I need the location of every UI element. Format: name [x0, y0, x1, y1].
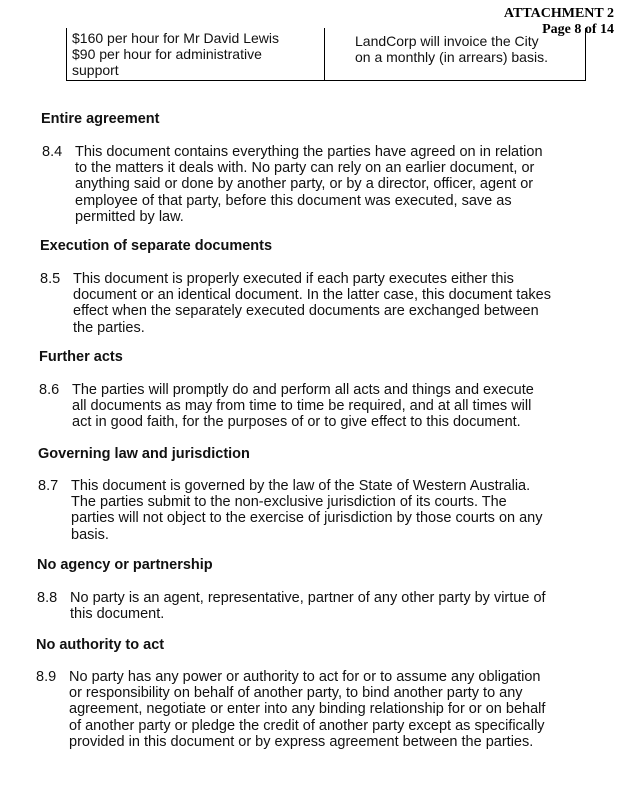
clause-line: This document contains everything the parties have agreed on in relation [75, 144, 543, 160]
clause-number: 8.6 [39, 382, 60, 398]
clause-line: effect when the separately executed documents are exchanged between [73, 303, 539, 320]
clause-text [75, 144, 575, 225]
fee-table [66, 28, 586, 81]
clause-line: This document is properly executed if each party executes either this [73, 271, 514, 287]
clause-text [69, 669, 569, 750]
clause-line: The parties will promptly do and perform all acts and things and execute [72, 382, 534, 398]
rate-line: support [72, 62, 119, 78]
clause-number: 8.9 [36, 669, 57, 685]
rate-cell [67, 28, 325, 81]
clause-line: to the matters it deals with. No party can rely on an earlier document, or [75, 160, 535, 177]
attachment-title: ATTACHMENT 2 [503, 6, 614, 21]
page-number: Page 8 of 14 [542, 22, 614, 37]
clause-line: This document is governed by the law of the State of Western Australia. [71, 478, 531, 494]
clause-line: permitted by law. [75, 208, 184, 225]
invoice-line: LandCorp will invoice the City [355, 33, 539, 49]
clause-line: No party has any power or authority to act for or to assume any obligation [69, 669, 541, 685]
clause-number: 8.8 [37, 590, 58, 606]
clause-line: provided in this document or by express agreement between the parties. [69, 733, 534, 750]
invoice-cell [325, 28, 586, 81]
clause-line: basis. [71, 526, 109, 543]
section-heading-execution: Execution of separate documents [40, 238, 273, 254]
clause-line: act in good faith, for the purposes of or to give effect to this document. [72, 414, 521, 431]
clause-line: this document. [70, 606, 165, 623]
clause-text [73, 271, 573, 336]
clause-line: employee of that party, before this document was executed, save as [75, 192, 512, 209]
section-heading-governing-law: Governing law and jurisdiction [38, 446, 250, 462]
section-heading-further-acts: Further acts [39, 349, 123, 365]
clause-number: 8.5 [40, 271, 61, 287]
clause-line: The parties submit to the non-exclusive jurisdiction of its courts. The [71, 494, 507, 511]
clause-line: the parties. [73, 319, 145, 336]
clause-text [71, 478, 571, 543]
clause-number: 8.7 [38, 478, 59, 494]
clause-text [72, 382, 572, 431]
clause-line: anything said or done by another party, or by a director, officer, agent or [75, 176, 534, 193]
table-row [67, 28, 586, 81]
clause-line: parties will not object to the exercise of jurisdiction by those courts on any [71, 510, 543, 527]
clause-line: No party is an agent, representative, partner of any other party by virtue of [70, 590, 546, 606]
section-heading-no-agency: No agency or partnership [37, 557, 213, 573]
clause-line: of another party or pledge the credit of another party except as specifically [69, 717, 545, 734]
clause-number: 8.4 [42, 144, 63, 160]
section-heading-entire-agreement: Entire agreement [41, 111, 160, 127]
section-heading-no-authority: No authority to act [36, 637, 165, 653]
rate-line: $160 per hour for Mr David Lewis [72, 30, 279, 46]
clause-line: agreement, negotiate or enter into any binding relationship for or on behalf [69, 701, 546, 718]
rate-line: $90 per hour for administrative [72, 46, 262, 62]
clause-line: document or an identical document. In the latter case, this document takes [73, 287, 551, 304]
invoice-line: on a monthly (in arrears) basis. [355, 49, 548, 65]
clause-line: or responsibility on behalf of another party, to bind another party to any [69, 685, 523, 702]
clause-line: all documents as may from time to time be required, and at all times will [72, 398, 532, 415]
clause-text [70, 590, 570, 622]
